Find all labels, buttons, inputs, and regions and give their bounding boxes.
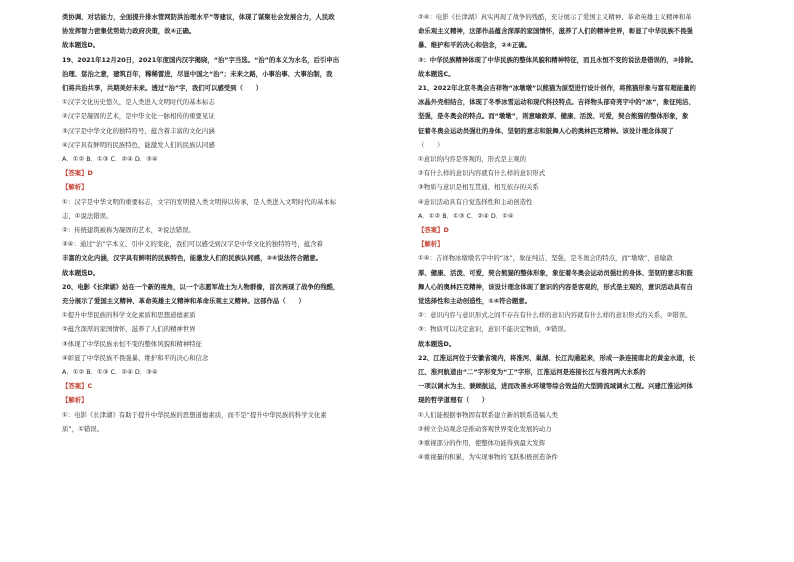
- text-line: ①提升中华民族的科学文化素质和思想道德素质: [62, 311, 196, 320]
- text-line: ①：电影《长津湖》有助于提升中华民族的思想道德素质，而不是“提升中华民族的科学文化素: [62, 410, 327, 419]
- text-line: 20、电影《长津湖》站在一个新的视角，以一个志愿军战士为人物群像，首次再现了战争的残酷，: [62, 282, 340, 291]
- text-line: ④重视量的积累，为实现事物的飞跃积极创造条件: [418, 453, 558, 462]
- text-line: ③体现了中华民族永恒不变的整体风貌和精神特征: [62, 339, 202, 348]
- text-line: A．①② B．①③ C．②④ D．③④: [62, 368, 158, 377]
- text-line: 一项以调水为主、兼顾航运，进而改善水环境等综合效益的大型跨流域调水工程。兴建江淮运河体: [418, 382, 693, 391]
- text-line: ①④：吉祥物冰墩墩名字中的“冰”，象征纯洁、坚强，是冬奥会的特点，而“墩墩”，意喻敦: [418, 254, 673, 263]
- text-line: ②树立全局观念是推动客观世界变化发展的动力: [418, 424, 552, 433]
- text-line: ②蕴含深厚的家国情怀，滋养了人们的精神世界: [62, 325, 196, 334]
- text-line: ④汉字具有鲜明的民族特色，能激发人们的民族认同感: [62, 140, 215, 149]
- right-column: [418, 10, 746, 465]
- text-line: ②：传统建筑被称为凝固的艺术，②说法错误。: [62, 226, 195, 235]
- text-line: ②：意识内容与意识形式之间不存在有什么样的意识内容就有什么样的意识形式的关系，②错误。: [418, 311, 692, 320]
- text-line: 厚、健康、活泼、可爱，契合熊猫的整体形象，象征着冬奥会运动员强壮的身体、坚韧的意志和鼓: [418, 268, 693, 277]
- text-line: ④意识活动具有自觉选择性和主动创造性: [418, 197, 533, 206]
- text-line: 22、江淮运河位于安徽省境内，将淮河、巢湖、长江沟通起来，形成一条连接南北的黄金水道，长: [418, 353, 696, 362]
- text-line: 丰富的文化内涵，汉字具有鲜明的民族特色，能激发人们的民族认同感，③④说法符合题意。: [62, 254, 323, 263]
- text-line: ②汉字是凝固的艺术，是中华文化一脉相传的重要见证: [62, 112, 215, 121]
- text-line: 治理、惩治之意，建筑百年，稀稀雷进，尽显中国之“治”；未来之路，小事治事、大事治制，我: [62, 69, 333, 78]
- text-line: 质”，①错误。: [62, 424, 103, 433]
- text-line: 21、2022年北京冬奥会吉祥物“冰墩墩”以熊猫为原型进行设计创作，将熊猫形象与富有超能量的: [418, 84, 696, 93]
- text-line: ③④：通过“治”字本义、引申义的变化，我们可以感受到汉字是中华文化的独特符号，蕴含着: [62, 240, 323, 249]
- text-line: 类协调、对话能力，全面提升排水管网防洪治理水平”等建议，体现了谋聚社会发展合力，人民政: [62, 13, 335, 21]
- text-line: ②有什么样的意识内容就有什么样的意识形式: [418, 169, 546, 178]
- answer-tag: 【答案】D: [62, 169, 93, 178]
- text-line: 故本题选D。: [62, 41, 100, 50]
- answer-label: [62, 166, 390, 180]
- text-line: （ ）: [418, 140, 444, 149]
- text-line: 舞人心的奥林匹克精神，该设计理念体现了意识的内容是客观的，形式是主观的，意识活动具有自: [418, 282, 693, 291]
- text-line: ①汉字文化历史悠久，是人类进入文明时代的基本标志: [62, 98, 215, 107]
- text-line: A．①② B．①③ C．②④ D．③④: [62, 155, 158, 164]
- answer-label: [62, 180, 390, 194]
- answer-tag: 【解析】: [62, 396, 88, 405]
- text-line: ①意识的内容是客观的，形式是主观的: [418, 155, 526, 164]
- text-line: 江、淮河航道由“二”字形变为“工”字形，江淮运河是连接长江与淮河两大水系的: [418, 368, 646, 377]
- text-line: 们将共治共享，共期美好未来。透过“治”字，我们可以感受到（ ）: [62, 84, 263, 93]
- text-line: ③汉字是中华文化的独特符号，蕴含着丰富的文化内涵: [62, 126, 215, 135]
- left-column: [62, 10, 390, 436]
- text-line: 充分展示了爱国主义精神、革命英雄主义精神和革命乐观主义精神。这部作品（ ）: [62, 297, 305, 306]
- text-line: 觉选择性和主动创造性，①④符合题意。: [418, 297, 532, 306]
- text-line: 暴、维护和平的决心和信念，②④正确。: [418, 41, 532, 50]
- text-line: 坚强，是冬奥会的特点。而“墩墩”，则意喻敦厚、健康、活泼、可爱，契合熊猫的整体形象，象: [418, 112, 689, 121]
- text-line: 征着冬奥会运动员强壮的身体、坚韧的意志和鼓舞人心的奥林匹克精神。该设计理念体现了: [418, 126, 674, 135]
- answer-tag: 【解析】: [62, 183, 88, 192]
- text-line: 志，①说法错误。: [62, 211, 113, 220]
- answer-tag: 【答案】D: [418, 226, 449, 235]
- text-line: 故本题选C。: [418, 69, 455, 78]
- answer-label: [418, 223, 746, 237]
- answer-tag: 【解析】: [418, 240, 444, 249]
- text-line: 故本题选D。: [418, 339, 456, 348]
- text-line: A．①② B．①③ C．②④ D．①④: [418, 211, 514, 220]
- text-line: 现的哲学道理有（ ）: [418, 396, 489, 405]
- answer-label: [62, 379, 390, 393]
- text-line: ④彰显了中华民族不畏强暴、维护和平的决心和信念: [62, 353, 209, 362]
- text-line: ①人们能根据事物固有联系建立新的联系造福人类: [418, 410, 558, 419]
- text-line: 故本题选D。: [62, 268, 100, 277]
- text-line: 19、2021年12月20日，2021年度国内汉字揭晓，“治”字当选。“治”的本义为水名，后引申出: [62, 55, 340, 64]
- text-line: ①：汉字是中华文明的重要标志，文字的发明使人类文明得以传承，是人类进入文明时代的基本标: [62, 197, 337, 206]
- text-line: ③重视部分的作用，使整体功能得到最大发挥: [418, 439, 546, 448]
- text-line: ③：物质可以决定意识，意识不能决定物质，③错误。: [418, 325, 571, 334]
- text-line: ③物质与意识是相互贯通、相互依存的关系: [418, 183, 539, 192]
- text-line: 协发挥智力密集优势助力政府决策，故④正确。: [62, 27, 196, 36]
- answer-tag: 【答案】C: [62, 382, 93, 391]
- answer-label: [62, 393, 390, 407]
- text-line: ③：中华民族精神体现了中华民族的整体风貌和精神特征，而且永恒不变的说法是错误的，③排除。: [418, 55, 698, 64]
- text-line: ②④：电影《长津湖》真实再现了战争的残酷，充分展示了爱国主义精神、革命英雄主义精神和革: [418, 13, 692, 21]
- answer-label: [418, 237, 746, 251]
- text-line: 命乐观主义精神，这部作品蕴含深厚的家国情怀，滋养了人们的精神世界，彰显了中华民族不畏强: [418, 27, 693, 36]
- text-line: 冰晶外壳相结合，体现了冬季冰雪运动和现代科技特点。吉祥物头部奇亮宇中的“冰”，象征纯洁、: [418, 98, 695, 107]
